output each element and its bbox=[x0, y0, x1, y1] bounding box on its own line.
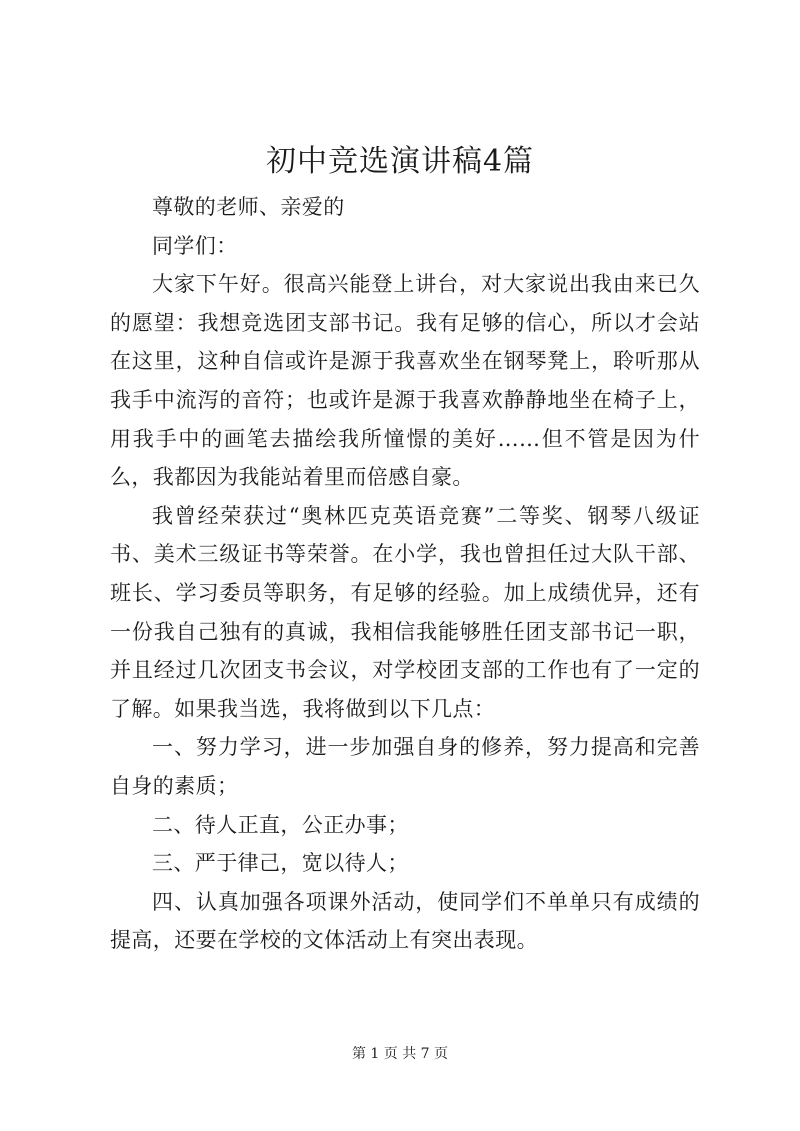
document-body bbox=[110, 188, 700, 960]
paragraph-point-1: 一、努力学习，进一步加强自身的修养，努力提高和完善自身的素质； bbox=[110, 735, 700, 798]
paragraph-experience: 我曾经荣获过“奥林匹克英语竞赛”二等奖、钢琴八级证书、美术三级证书等荣誉。在小学，我也曾担任过大队干部、班长、学习委员等职务，有足够的经验。加上成绩优异，还有一份我自己独有的真诚，我相信我能够胜任团支部书记一职，并且经过几次团支书会议，对学校团支部的工作也有了一定的了解。如果我当选，我将做到以下几点： bbox=[110, 503, 700, 721]
paragraph-greeting: 尊敬的老师、亲爱的 bbox=[152, 195, 345, 219]
document-title: 初中竞选演讲稿4篇 bbox=[265, 144, 535, 179]
paragraph-intro: 大家下午好。很高兴能登上讲台，对大家说出我由来已久的愿望：我想竞选团支部书记。我有足够的信心，所以才会站在这里，这种自信或许是源于我喜欢坐在钢琴凳上，聆听那从我手中流泻的音符；也或许是源于我喜欢静静地坐在椅子上，用我手中的画笔去描绘我所憧憬的美好……但不管是因为什么，我都因为我能站着里而倍感自豪。 bbox=[110, 272, 700, 490]
paragraph-point-4: 四、认真加强各项课外活动，使同学们不单单只有成绩的提高，还要在学校的文体活动上有突出表现。 bbox=[110, 889, 700, 953]
page-number-footer: 第 1 页 共 7 页 bbox=[351, 1046, 449, 1062]
paragraph-greeting-cont: 同学们： bbox=[152, 233, 238, 258]
paragraph-point-2: 二、待人正直，公正办事； bbox=[152, 812, 409, 837]
paragraph-point-3: 三、严于律己，宽以待人； bbox=[152, 851, 409, 876]
